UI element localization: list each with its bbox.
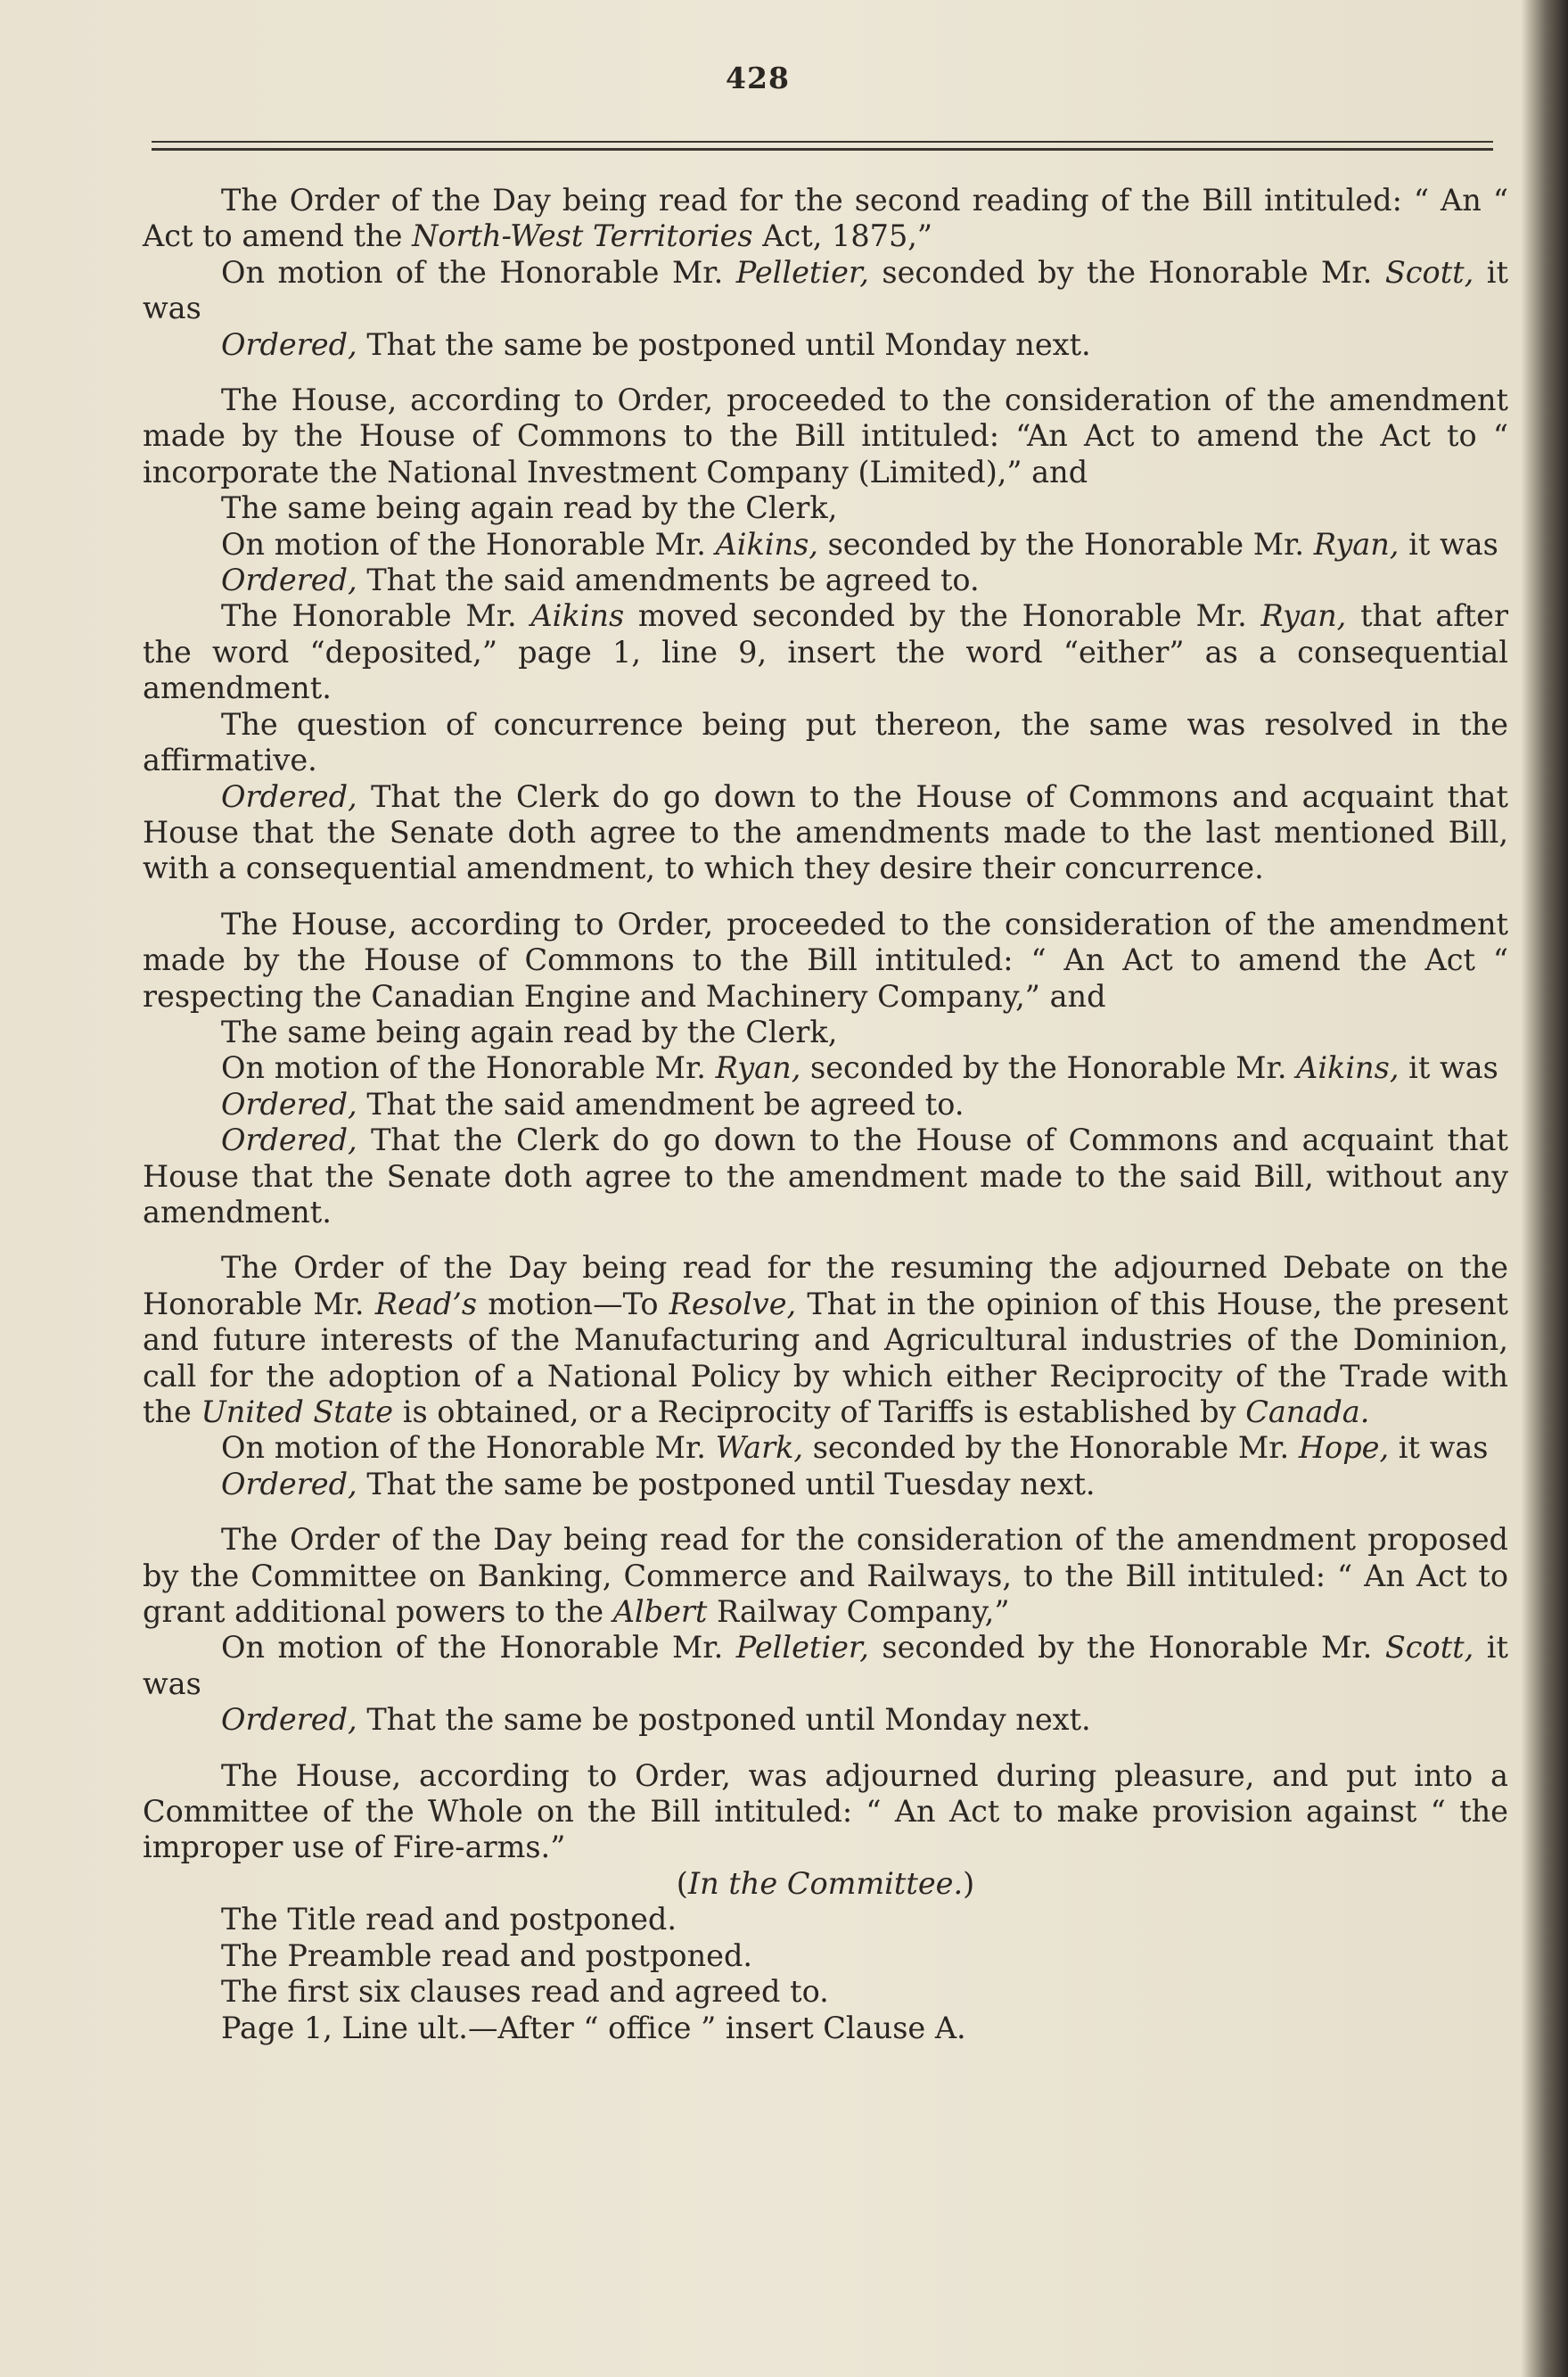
paragraph [143,255,1508,327]
paragraph [143,1630,1508,1702]
italic-run: Ryan, [1260,598,1347,634]
text-run: On motion of the Honorable Mr. [221,1050,716,1086]
text-run: That the same be postponed until Tuesday next. [357,1466,1096,1501]
text-run: On motion of the Honorable Mr. [221,254,736,290]
text-run: The same being again read by the Clerk, [221,1014,838,1049]
italic-run: Aikins [530,598,625,634]
paragraph [143,1467,1508,1502]
text-run: The Preamble read and postponed. [221,1937,753,1973]
italic-run: Scott, [1384,1630,1474,1666]
text-run: Railway Company,” [707,1594,1010,1630]
page-number: 428 [726,61,790,95]
italic-run: Resolve, [669,1286,797,1321]
paragraph [143,1430,1508,1466]
text-run: Act, 1875,” [752,218,933,254]
italic-run: Read’s [374,1286,478,1321]
text-run: it was [1399,526,1498,562]
italic-run: Ordered, [221,326,357,362]
paragraph [143,490,1508,526]
paragraph [143,1938,1508,1974]
italic-run: Canada. [1245,1394,1370,1429]
italic-run: Ryan, [715,1050,801,1086]
paragraph [143,1522,1508,1630]
italic-run: Ordered, [221,1086,357,1122]
text-run: The first six clauses read and agreed to. [221,1974,829,2010]
text-run: motion—To [477,1286,669,1321]
text-run: seconded by the Honorable Mr. [868,1630,1385,1666]
paragraph [143,1123,1508,1230]
text-run: ) [963,1865,975,1901]
text-run: is obtained, or a Reciprocity of Tariffs is established by [393,1394,1246,1429]
paragraph [143,327,1508,363]
paragraph [143,1702,1508,1738]
text-run: On motion of the Honorable Mr. [221,526,716,562]
journal-text [143,183,1508,2046]
text-run: The House, according to Order, proceeded to the consideration of the amendment made by the House of Commons to the Bill intituled: “ An Act to amend the Act “ respecting the Canadian Engine and Machinery Company,” and [143,906,1508,1014]
text-run: that after the word “deposited,” page 1, line 9, insert the word “either” as a consequential amendment. [143,598,1508,706]
text-run: it was [1389,1430,1489,1466]
text-run: On motion of the Honorable Mr. [221,1430,716,1466]
text-run: The House, according to Order, was adjourned during pleasure, and put into a Committee of the Whole on the Bill intituled: “ An Act to make provision against “ the improper use of Fire-arms.” [143,1757,1508,1865]
text-run: moved seconded by the Honorable Mr. [624,598,1261,634]
text-run: That the same be postponed until Monday next. [357,1702,1091,1738]
paragraph [143,1050,1508,1086]
text-run: That the said amendment be agreed to. [357,1086,965,1122]
entry-gap [143,1502,1508,1522]
italic-run: Scott, [1384,254,1474,290]
paragraph [143,2011,1508,2046]
journal-entry [143,183,1508,363]
italic-run: Pelletier, [735,1630,869,1666]
text-run: That the said amendments be agreed to. [357,563,980,598]
paragraph [143,779,1508,887]
text-run: ( [676,1865,688,1901]
entry-gap [143,1739,1508,1758]
italic-run: Ordered, [221,563,357,598]
header-rule-thin [152,141,1493,143]
italic-run: Hope, [1298,1430,1390,1466]
text-run: it was [1399,1050,1498,1086]
committee-heading [143,1866,1508,1902]
journal-entry [143,907,1508,1231]
text-run: The question of concurrence being put thereon, the same was resolved in the affirmative. [143,706,1508,778]
entry-gap [143,887,1508,907]
italic-run: Aikins, [715,526,818,562]
italic-run: Aikins, [1296,1050,1400,1086]
italic-run: Wark, [715,1430,804,1466]
paragraph [143,183,1508,255]
italic-run: Ordered, [221,1466,357,1501]
paragraph [143,563,1508,598]
text-run: That the same be postponed until Monday next. [357,326,1091,362]
header-rule-thick [152,148,1493,151]
text-run: seconded by the Honorable Mr. [803,1430,1299,1466]
text-run: The House, according to Order, proceeded to the consideration of the amendment made by the House of Commons to the Bill intituled: “An Act to amend the Act to “ incorporate the National Investment Company (Limited),” and [143,382,1508,489]
entry-gap [143,363,1508,382]
text-run: seconded by the Honorable Mr. [817,526,1314,562]
italic-run: Ryan, [1313,526,1400,562]
italic-run: Ordered, [221,1702,357,1738]
italic-run: Albert [612,1594,708,1630]
paragraph [143,707,1508,779]
paragraph [143,1974,1508,2010]
paragraph [143,527,1508,563]
journal-entry [143,1902,1508,2046]
paragraph [143,382,1508,490]
italic-run: In the Committee. [687,1865,964,1901]
text-run: That in the opinion of this House, the present and future interests of the Manufacturing and Agricultural industries of the Dominion, call for the adoption of a National Policy by which either Reciprocity of the Trade with the [143,1286,1508,1429]
text-run: it was [143,254,1508,326]
journal-entry [143,1250,1508,1502]
text-run: Page 1, Line ult.—After “ office ” insert Clause A. [221,2010,966,2045]
paragraph [143,1758,1508,1866]
italic-run: Ordered, [221,778,357,814]
text-run: That the Clerk do go down to the House of Commons and acquaint that House that the Senate doth agree to the amendments made to the last mentioned Bill, with a consequential amendment, to which they desire their concurrence. [143,778,1508,886]
italic-run: Pelletier, [735,254,869,290]
text-run: The same being again read by the Clerk, [221,490,838,526]
italic-run: United State [201,1394,394,1429]
italic-run: Ordered, [221,1123,357,1158]
text-run: it was [143,1630,1508,1701]
paragraph [143,1866,1508,1902]
paragraph [143,1087,1508,1123]
journal-entry [143,1522,1508,1738]
text-run: The Order of the Day being read for the second reading of the Bill intituled: “ An “ Act to amend the [143,183,1508,254]
paragraph [143,907,1508,1015]
text-run: The Honorable Mr. [221,598,531,634]
paragraph [143,1902,1508,1937]
paragraph [143,598,1508,706]
text-run: The Order of the Day being read for the consideration of the amendment proposed by the Committee on Banking, Commerce and Railways, to the Bill intituled: “ An Act to grant additional powers to the [143,1522,1508,1630]
text-run: The Order of the Day being read for the resuming the adjourned Debate on the Honorable Mr. [143,1250,1508,1321]
journal-entry [143,382,1508,887]
text-run: seconded by the Honorable Mr. [868,254,1385,290]
entry-gap [143,1230,1508,1250]
text-run: The Title read and postponed. [221,1902,677,1937]
text-run: On motion of the Honorable Mr. [221,1630,736,1666]
paragraph [143,1015,1508,1050]
text-run: seconded by the Honorable Mr. [800,1050,1297,1086]
journal-entry [143,1758,1508,1866]
italic-run: North-West Territories [412,218,753,254]
paragraph [143,1250,1508,1430]
text-run: That the Clerk do go down to the House of Commons and acquaint that House that the Senate doth agree to the amendment made to the said Bill, without any amendment. [143,1123,1508,1230]
